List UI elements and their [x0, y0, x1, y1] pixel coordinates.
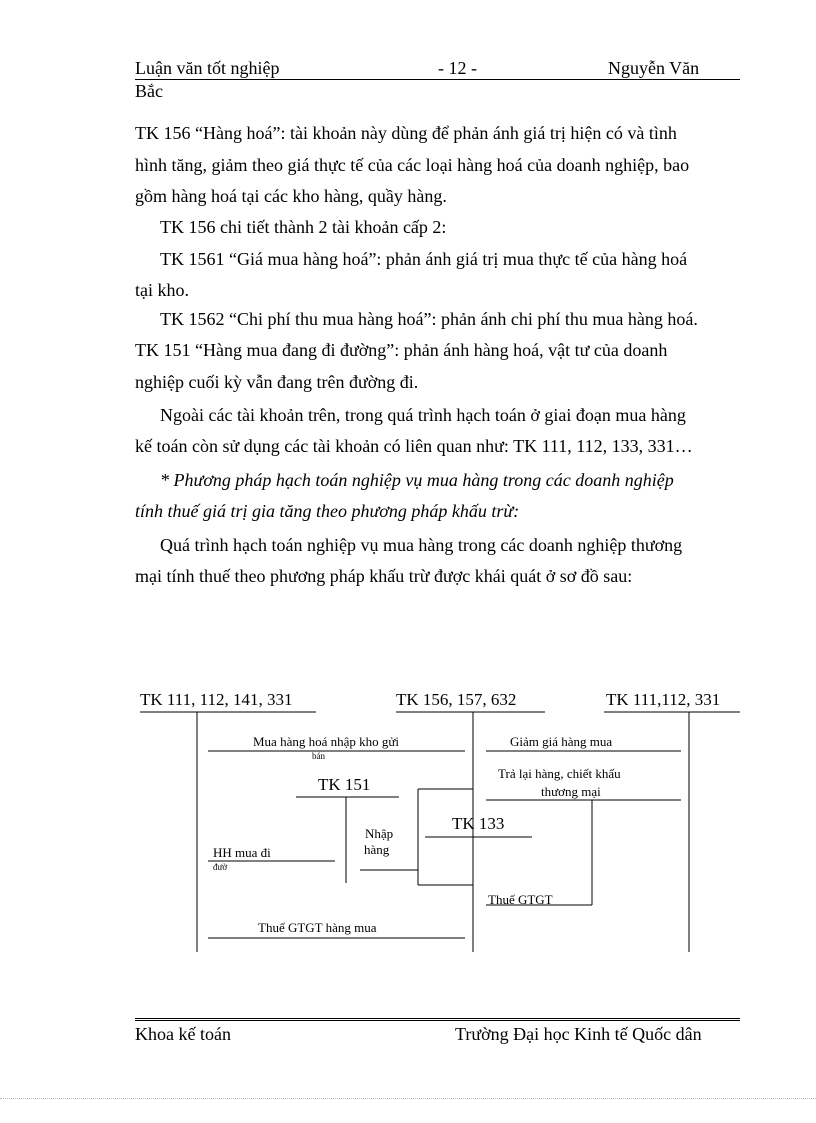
flow-label: Mua hàng hoá nhập kho gửi — [253, 734, 400, 749]
account-label: TK 156, 157, 632 — [396, 690, 517, 709]
flow-label: Thuế GTGT — [488, 892, 553, 907]
footer-rule — [135, 1018, 740, 1023]
header-rule — [135, 79, 740, 80]
paragraph-line: TK 1561 “Giá mua hàng hoá”: phản ánh giá trị mua thực tế của hàng hoá — [160, 249, 688, 269]
flow-label: Thuế GTGT hàng mua — [258, 920, 377, 935]
account-label: TK 111,112, 331 — [606, 690, 721, 709]
paragraph-line: hình tăng, giảm theo giá thực tế của các loại hàng hoá của doanh nghiệp, bao — [135, 155, 690, 175]
flow-label: đườ — [213, 862, 228, 872]
paragraph-line: Ngoài các tài khoản trên, trong quá trình hạch toán ở giai đoạn mua hàng — [160, 405, 686, 425]
flow-label: HH mua đi — [213, 845, 271, 860]
flow-label: Nhập — [365, 826, 394, 841]
flow-label: bán — [312, 751, 325, 761]
paragraph-line: TK 156 chi tiết thành 2 tài khoản cấp 2: — [160, 217, 447, 237]
paragraph-line: TK 151 “Hàng mua đang đi đường”: phản ánh hàng hoá, vật tư của doanh — [135, 340, 668, 360]
header-left: Luận văn tốt nghiệp — [135, 58, 280, 78]
paragraph-line: tính thuế giá trị gia tăng theo phương pháp khấu trừ: — [135, 501, 520, 521]
account-label: TK 133 — [452, 814, 505, 833]
flow-label: thương mại — [541, 784, 601, 799]
header-continuation: Bắc — [135, 81, 163, 101]
page-edge — [0, 1098, 816, 1099]
paragraph-line: kế toán còn sử dụng các tài khoản có liên quan như: TK 111, 112, 133, 331… — [135, 436, 693, 456]
footer-right: Trường Đại học Kinh tế Quốc dân — [455, 1024, 702, 1044]
accounting-diagram — [0, 680, 816, 970]
flow-label: hàng — [364, 842, 390, 857]
flow-label: Trả lại hàng, chiết khấu — [498, 766, 621, 781]
paragraph-line: TK 156 “Hàng hoá”: tài khoản này dùng để phản ánh giá trị hiện có và tình — [135, 123, 677, 143]
paragraph-line: Quá trình hạch toán nghiệp vụ mua hàng trong các doanh nghiệp thương — [160, 535, 683, 555]
paragraph-line: gồm hàng hoá tại các kho hàng, quầy hàng. — [135, 186, 447, 206]
flow-label: Giảm giá hàng mua — [510, 734, 613, 749]
page-number: - 12 - — [438, 58, 477, 78]
account-label: TK 111, 112, 141, 331 — [140, 690, 293, 709]
header-right: Nguyễn Văn — [608, 58, 700, 78]
footer-left: Khoa kế toán — [135, 1024, 231, 1044]
paragraph-line: TK 1562 “Chi phí thu mua hàng hoá”: phản ánh chi phí thu mua hàng hoá. — [160, 309, 698, 329]
paragraph-line: tại kho. — [135, 280, 189, 300]
account-label: TK 151 — [318, 775, 371, 794]
paragraph-line: nghiệp cuối kỳ vẫn đang trên đường đi. — [135, 372, 419, 392]
paragraph-line: * Phương pháp hạch toán nghiệp vụ mua hàng trong các doanh nghiệp — [160, 470, 674, 490]
paragraph-line: mại tính thuế theo phương pháp khấu trừ được khái quát ở sơ đồ sau: — [135, 566, 633, 586]
